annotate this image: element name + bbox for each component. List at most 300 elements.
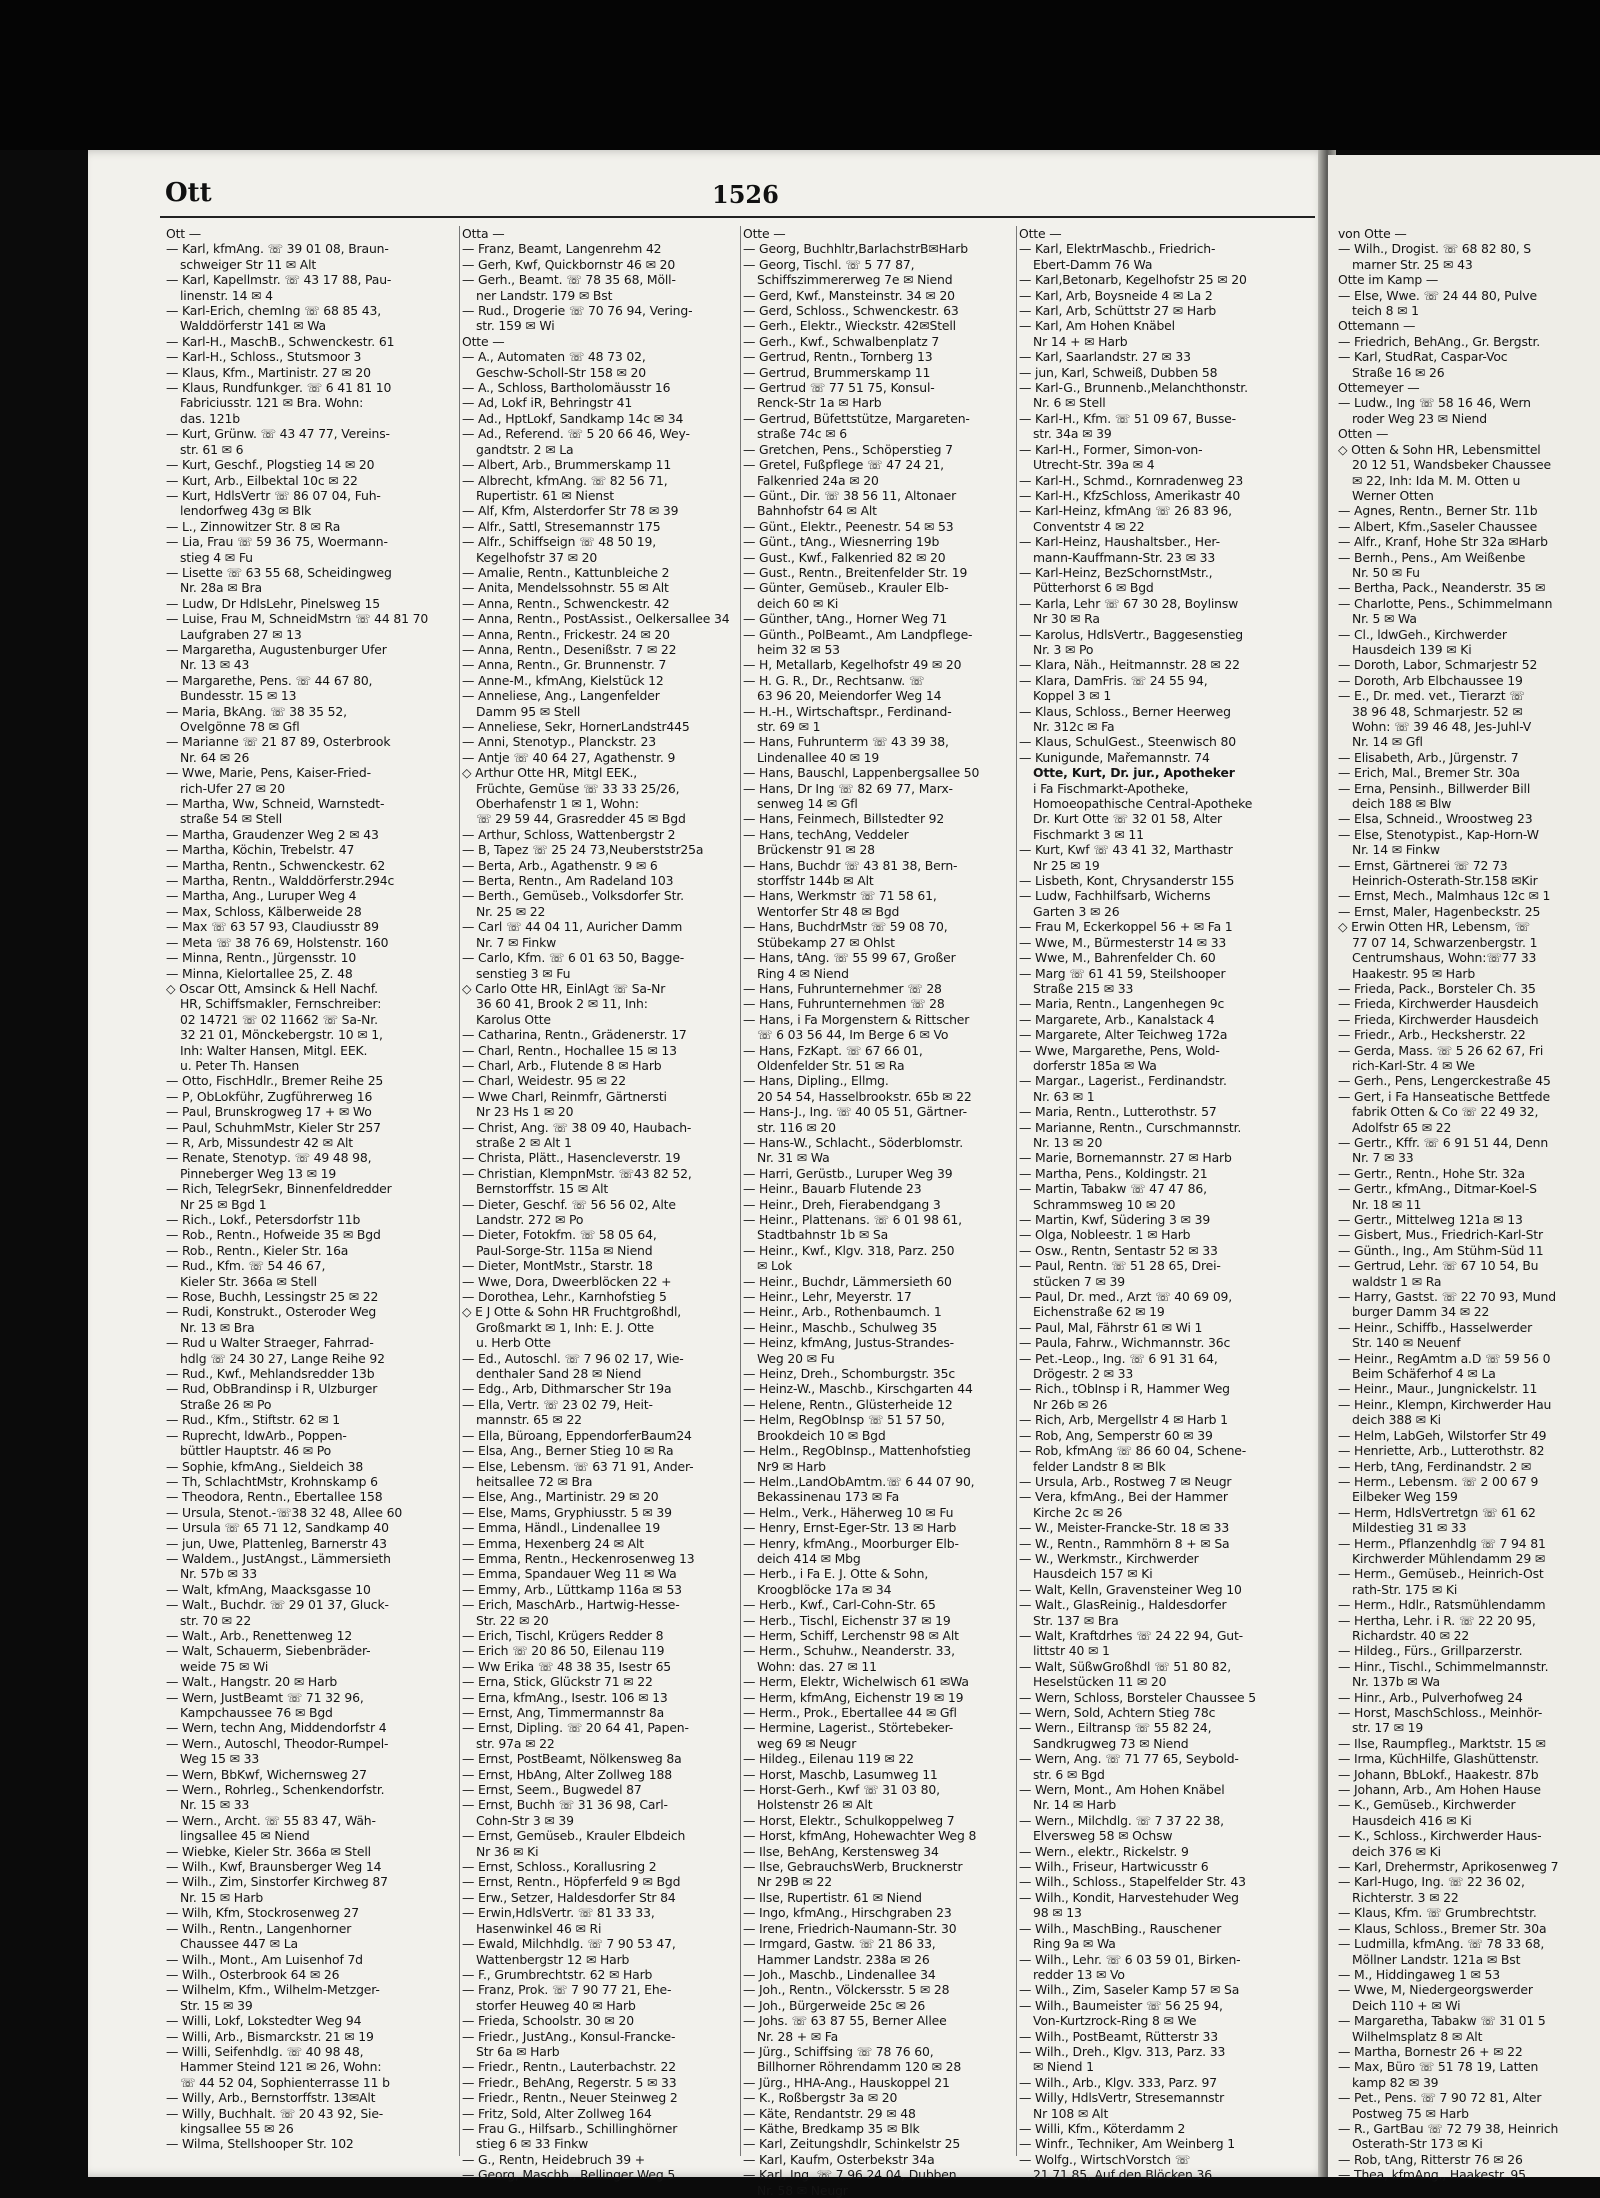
directory-line: — Christ, Ang. ☏ 38 09 40, Haubach- xyxy=(462,1119,692,1135)
directory-line: Nr 25 ✉ Bgd 1 xyxy=(180,1196,267,1212)
directory-line: — Albert, Kfm.,Saseler Chaussee xyxy=(1338,518,1538,534)
directory-line: — Wern, Ang. ☏ 71 77 65, Seybold- xyxy=(1019,1751,1239,1767)
directory-line: — Wern, BbKwf, Wichernsweg 27 xyxy=(166,1766,367,1782)
directory-line: — Hans, Dipling., Ellmg. xyxy=(743,1073,889,1089)
directory-line: Conventstr 4 ✉ 22 xyxy=(1033,518,1145,534)
directory-line: — Erich ☏ 20 86 50, Eilenau 119 xyxy=(462,1643,665,1659)
directory-line: deich 188 ✉ Blw xyxy=(1352,796,1452,812)
directory-line: Ebert-Damm 76 Wa xyxy=(1033,256,1153,272)
directory-line: — Wern, Schloss, Borsteler Chaussee 5 xyxy=(1019,1689,1257,1705)
directory-line: — Hans, techAng, Veddeler xyxy=(743,826,909,842)
directory-line: — Karl-H., MaschB., Schwenckestr. 61 xyxy=(166,333,395,349)
directory-line: — Ernst, Dipling. ☏ 20 64 41, Papen- xyxy=(462,1720,689,1736)
directory-line: — Heinr., Kwf., Klgv. 318, Parz. 250 xyxy=(743,1242,955,1258)
directory-line: — Theodora, Rentn., Ebertallee 158 xyxy=(166,1489,383,1505)
directory-line: deich 388 ✉ Ki xyxy=(1352,1412,1441,1428)
directory-line: ✉ Niend 1 xyxy=(1033,2059,1094,2075)
directory-line: Kirche 2c ✉ 26 xyxy=(1033,1504,1123,1520)
directory-line: — R., GartBau ☏ 72 79 38, Heinrich xyxy=(1338,2120,1559,2136)
directory-line: Richterstr. 3 ✉ 22 xyxy=(1352,1889,1459,1905)
directory-line: — Paul, Rentn. ☏ 51 28 65, Drei- xyxy=(1019,1258,1221,1274)
directory-line: — Wern, JustBeamt ☏ 71 32 96, xyxy=(166,1689,364,1705)
directory-line: — Ww Erika ☏ 48 38 35, Isestr 65 xyxy=(462,1658,672,1674)
directory-line: deich 414 ✉ Mbg xyxy=(757,1550,861,1566)
directory-line: — Waldem., JustAngst., Lämmersieth xyxy=(166,1550,391,1566)
directory-line: — Karl-G., Brunnenb.,Melanchthonstr. xyxy=(1019,380,1248,396)
directory-line: — Renate, Stenotyp. ☏ 49 48 98, xyxy=(166,1150,372,1166)
directory-line: stieg 6 ✉ 33 Finkw xyxy=(476,2136,589,2152)
directory-line: Nr. 7 ✉ Finkw xyxy=(476,934,557,950)
directory-line: Heinrich-Osterath-Str.158 ✉Kir xyxy=(1352,873,1538,889)
directory-line: — Wern., Rohrleg., Schenkendorfstr. xyxy=(166,1782,385,1798)
directory-line: — Wilh., PostBeamt, Rütterstr 33 xyxy=(1019,2028,1218,2044)
directory-line: — Margaretha, Tabakw ☏ 31 01 5 xyxy=(1338,2013,1546,2029)
directory-line: Str. 140 ✉ Neuenf xyxy=(1352,1335,1461,1351)
directory-line: weide 75 ✉ Wi xyxy=(180,1658,269,1674)
directory-line: 02 14721 ☏ 02 11662 ☏ Sa-Nr. xyxy=(180,1011,378,1027)
directory-line: lendorfweg 43g ✉ Blk xyxy=(180,503,312,519)
directory-line: — Gertrud, Brummerskamp 11 xyxy=(743,364,931,380)
directory-line: Wentorfer Str 48 ✉ Bgd xyxy=(757,903,900,919)
directory-line: das. 121b xyxy=(180,410,240,426)
directory-line: — Elisabeth, Arb., Jürgenstr. 7 xyxy=(1338,749,1519,765)
directory-line: Otta — xyxy=(462,226,505,241)
directory-line: — Lisette ☏ 63 55 68, Scheidingweg xyxy=(166,564,392,580)
directory-line: — Hans, Fuhrunternehmer ☏ 28 xyxy=(743,980,942,996)
directory-line: Otte, Kurt, Dr. jur., Apotheker xyxy=(1033,765,1235,781)
directory-line: — Friedr., Rentn., Lauterbachstr. 22 xyxy=(462,2059,676,2075)
directory-line: Kegelhofstr 37 ✉ 20 xyxy=(476,549,598,565)
directory-line: Eichenstraße 62 ✉ 19 xyxy=(1033,1304,1165,1320)
directory-line: — Hans, Dr Ing ☏ 82 69 77, Marx- xyxy=(743,780,953,796)
directory-line: — Käthe, Bredkamp 35 ✉ Blk xyxy=(743,2120,920,2136)
directory-line: — Th, SchlachtMstr, Krohnskamp 6 xyxy=(166,1473,378,1489)
directory-line: — Pet.-Leop., Ing. ☏ 6 91 31 64, xyxy=(1019,1350,1218,1366)
directory-line: — Heinz, kfmAng, Justus-Strandes- xyxy=(743,1335,954,1351)
directory-line: — Else, Lebensm. ☏ 63 71 91, Ander- xyxy=(462,1458,694,1474)
directory-line: — Walt, SüßwGroßhdl ☏ 51 80 82, xyxy=(1019,1658,1232,1674)
directory-line: — Heinr., Lehr, Meyerstr. 17 xyxy=(743,1289,912,1305)
directory-line: — Erna, Pensinh., Billwerder Bill xyxy=(1338,780,1531,796)
directory-line: Nr 25 ✉ 19 xyxy=(1033,857,1100,873)
directory-line: 38 96 48, Schmarjestr. 52 ✉ xyxy=(1352,703,1523,719)
directory-line: u. Peter Th. Hansen xyxy=(180,1057,300,1073)
directory-line: — Martha, Pens., Koldingstr. 21 xyxy=(1019,1165,1208,1181)
directory-line: — Heinr., Buchdr, Lämmersieth 60 xyxy=(743,1273,952,1289)
directory-line: — Wern., Milchdlg. ☏ 7 37 22 38, xyxy=(1019,1812,1224,1828)
directory-line: — Karl, Kaufm, Osterbekstr 34a xyxy=(743,2151,935,2167)
directory-line: — Gerda, Mass. ☏ 5 26 62 67, Fri xyxy=(1338,1042,1544,1058)
directory-line: — Karolus, HdlsVertr., Baggesenstieg xyxy=(1019,626,1244,642)
directory-line: — Klaus, Kfm. ☏ Grumbrechtstr. xyxy=(1338,1905,1537,1921)
directory-line: Nr9 ✉ Harb xyxy=(757,1458,826,1474)
directory-line: Nr 14 + ✉ Harb xyxy=(1033,333,1128,349)
directory-line: — F., Grumbrechtstr. 62 ✉ Harb xyxy=(462,1966,653,1982)
directory-line: — Paul, Dr. med., Arzt ☏ 40 69 09, xyxy=(1019,1289,1233,1305)
directory-line: — Wern, Mont., Am Hohen Knäbel xyxy=(1019,1782,1225,1798)
directory-line: littstr 40 ✉ 1 xyxy=(1033,1643,1110,1659)
directory-line: fabrik Otten & Co ☏ 22 49 32, xyxy=(1352,1104,1539,1120)
directory-line: Laufgraben 27 ✉ 13 xyxy=(180,626,302,642)
directory-line: Eilbeker Weg 159 xyxy=(1352,1489,1458,1505)
directory-line: Nr. 7 ✉ 33 xyxy=(1352,1150,1414,1166)
directory-line: — Gertr., kfmAng., Ditmar-Koel-S xyxy=(1338,1181,1537,1197)
directory-line: — Ruprecht, ldwArb., Poppen- xyxy=(166,1427,347,1443)
directory-line: — Walt, Kelln, Gravensteiner Weg 10 xyxy=(1019,1581,1242,1597)
directory-line: str. 6 ✉ Bgd xyxy=(1033,1766,1105,1782)
directory-line: Nr. 13 ✉ 43 xyxy=(180,657,250,673)
directory-line: Oldenfelder Str. 51 ✉ Ra xyxy=(757,1057,905,1073)
directory-line: — Albrecht, kfmAng. ☏ 82 56 71, xyxy=(462,472,668,488)
directory-line: ◇ Oscar Ott, Amsinck & Hell Nachf. xyxy=(166,980,378,996)
directory-line: — Dieter, Geschf. ☏ 56 56 02, Alte xyxy=(462,1196,676,1212)
directory-line: Kampchaussee 76 ✉ Bgd xyxy=(180,1705,333,1720)
directory-line: — Friedrich, BehAng., Gr. Bergstr. xyxy=(1338,333,1541,349)
directory-line: senstieg 3 ✉ Fu xyxy=(476,965,571,981)
directory-line: — Frau G., Hilfsarb., Schillinghörner xyxy=(462,2120,678,2136)
directory-line: str. 159 ✉ Wi xyxy=(476,318,555,334)
directory-line: Nr. 50 ✉ Fu xyxy=(1352,564,1420,580)
directory-line: — Ewald, Milchhdlg. ☏ 7 90 53 47, xyxy=(462,1936,676,1952)
directory-line: Ovelgönne 78 ✉ Gfl xyxy=(180,719,300,734)
directory-line: — Henry, Ernst-Eger-Str. 13 ✉ Harb xyxy=(743,1520,957,1536)
column-divider xyxy=(459,226,460,2156)
directory-line: — Wilh., Mont., Am Luisenhof 7d xyxy=(166,1951,363,1967)
directory-line: — Ernst, Gärtnerei ☏ 72 73 xyxy=(1338,857,1508,873)
directory-line: — Karl-Heinz, Haushaltsber., Her- xyxy=(1019,534,1220,550)
directory-line: — Pet., Pens. ☏ 7 90 72 81, Alter xyxy=(1338,2090,1542,2106)
directory-line: — Wern., Autoschl, Theodor-Rumpel- xyxy=(166,1735,389,1751)
directory-line: Wilhelmsplatz 8 ✉ Alt xyxy=(1352,2028,1483,2044)
directory-line: — Gerh., Elektr., Wieckstr. 42✉Stell xyxy=(743,318,956,334)
directory-line: Bernstorffstr. 15 ✉ Alt xyxy=(476,1181,609,1197)
directory-line: straße 74c ✉ 6 xyxy=(757,426,847,442)
header-rule xyxy=(160,216,1315,218)
directory-line: — A., Schloss, Bartholomäusstr 16 xyxy=(462,380,671,396)
directory-line: — Karl-Hugo, Ing. ☏ 22 36 02, xyxy=(1338,1874,1525,1890)
directory-line: — Max, Büro ☏ 51 78 19, Latten xyxy=(1338,2059,1539,2075)
directory-line: — Henry, kfmAng., Moorburger Elb- xyxy=(743,1535,959,1551)
directory-line: — Ludw, Dr HdlsLehr, Pinelsweg 15 xyxy=(166,595,380,611)
directory-line: hdlg ☏ 24 30 27, Lange Reihe 92 xyxy=(180,1350,385,1366)
directory-line: — Günth., PolBeamt., Am Landpflege- xyxy=(743,626,973,642)
directory-line: Nr. 312c ✉ Fa xyxy=(1033,719,1115,734)
directory-line: — Rud u Walter Straeger, Fahrrad- xyxy=(166,1335,374,1351)
directory-line: ✉ Lok xyxy=(757,1258,793,1274)
directory-line: denthaler Sand 28 ✉ Niend xyxy=(476,1366,642,1382)
directory-line: — Rich, Arb, Mergellstr 4 ✉ Harb 1 xyxy=(1019,1412,1228,1428)
directory-line: — Walt., Arb., Renettenweg 12 xyxy=(166,1627,353,1643)
directory-line: — Wilh, Kfm, Stockrosenweg 27 xyxy=(166,1905,359,1921)
directory-line: Nr. 28a ✉ Bra xyxy=(180,580,262,596)
directory-line: — Georg, Maschb., Rellinger Weg 5 xyxy=(462,2167,676,2183)
directory-line: Nr. 31 ✉ Wa xyxy=(757,1150,830,1166)
directory-line: Nr. 25 ✉ 22 xyxy=(476,903,546,919)
directory-line: — W., Werkmstr., Kirchwerder xyxy=(1019,1550,1199,1566)
directory-line: — Lia, Frau ☏ 59 36 75, Woermann- xyxy=(166,534,388,550)
directory-line: — Karl, Arb, Boysneide 4 ✉ La 2 xyxy=(1019,287,1213,303)
directory-line: Nr 26b ✉ 26 xyxy=(1033,1396,1108,1412)
directory-line: — Rich., tObInsp i R, Hammer Weg xyxy=(1019,1381,1230,1397)
directory-line: Nr 108 ✉ Alt xyxy=(1033,2105,1109,2121)
directory-line: Str. 15 ✉ 39 xyxy=(180,1997,253,2013)
directory-line: — Winfr., Techniker, Am Weinberg 1 xyxy=(1019,2136,1235,2152)
directory-line: Möllner Landstr. 121a ✉ Bst xyxy=(1352,1951,1521,1967)
directory-line: — Helm, RegObInsp ☏ 51 57 50, xyxy=(743,1412,945,1428)
directory-line: — Willi, Lokf, Lokstedter Weg 94 xyxy=(166,2013,362,2029)
directory-line: ◇ Carlo Otte HR, EinlAgt ☏ Sa-Nr xyxy=(462,980,666,996)
directory-line: — Gerd, Schloss., Schwenckestr. 63 xyxy=(743,303,959,319)
directory-line: Osterath-Str 173 ✉ Ki xyxy=(1352,2136,1483,2152)
directory-line: — Kurt, Arb., Eilbektal 10c ✉ 22 xyxy=(166,472,358,488)
directory-line: Utrecht-Str. 39a ✉ 4 xyxy=(1033,457,1155,473)
directory-line: ◇ Otten & Sohn HR, Lebensmittel xyxy=(1338,441,1541,457)
directory-line: — Gert, i Fa Hanseatische Bettfede xyxy=(1338,1088,1550,1104)
directory-line: — Martha, Ww, Schneid, Warnstedt- xyxy=(166,796,385,812)
directory-line: — Herm., Prok., Ebertallee 44 ✉ Gfl xyxy=(743,1705,957,1720)
directory-line: — Karl, ElektrMaschb., Friedrich- xyxy=(1019,241,1216,257)
directory-line: — Frieda, Schoolstr. 30 ✉ 20 xyxy=(462,2013,634,2029)
directory-line: — Joh., Maschb., Lindenallee 34 xyxy=(743,1966,936,1982)
directory-line: — Heinr., Bauarb Flutende 23 xyxy=(743,1181,922,1197)
directory-line: — Arthur, Schloss, Wattenbergstr 2 xyxy=(462,826,676,842)
directory-line: — Günth., Ing., Am Stühm-Süd 11 xyxy=(1338,1242,1544,1258)
directory-line: — Heinr., Maur., Jungnickelstr. 11 xyxy=(1338,1381,1538,1397)
directory-line: — Bertha, Pack., Neanderstr. 35 ✉ xyxy=(1338,580,1546,596)
directory-line: Otte — xyxy=(462,333,505,349)
directory-line: Nr 29B ✉ 22 xyxy=(757,1874,832,1890)
directory-line: — Kurt, Geschf., Plogstieg 14 ✉ 20 xyxy=(166,457,375,473)
directory-line: waldstr 1 ✉ Ra xyxy=(1352,1273,1442,1289)
directory-line: — Georg, Tischl. ☏ 5 77 87, xyxy=(743,256,915,272)
directory-line: — Gisbert, Mus., Friedrich-Karl-Str xyxy=(1338,1227,1543,1243)
directory-line: Schiffszimmererweg 7e ✉ Niend xyxy=(757,272,953,288)
directory-line: — Hans, tAng. ☏ 55 99 67, Großer xyxy=(743,950,956,966)
directory-line: — Franz, Prok. ☏ 7 90 77 21, Ehe- xyxy=(462,1982,672,1998)
directory-line: mannstr. 65 ✉ 22 xyxy=(476,1412,582,1428)
directory-line: Str 6a ✉ Harb xyxy=(476,2043,560,2059)
directory-line: Hammer Landstr. 238a ✉ 26 xyxy=(757,1951,930,1967)
directory-line: — Joh., Rentn., Völckersstr. 5 ✉ 28 xyxy=(743,1982,950,1998)
directory-line: — Friedr., Rentn., Neuer Steinweg 2 xyxy=(462,2090,678,2106)
directory-line: — Ernst, Maler, Hagenbeckstr. 25 xyxy=(1338,903,1541,919)
directory-line: Karolus Otte xyxy=(476,1011,551,1027)
directory-line: — Harry, Gastst. ☏ 22 70 93, Mund xyxy=(1338,1289,1556,1305)
directory-line: Nr. 15 ✉ 33 xyxy=(180,1797,250,1813)
directory-line: — Joh., Bürgerweide 25c ✉ 26 xyxy=(743,1997,926,2013)
directory-line: — Jürg., Schiffsing ☏ 78 76 60, xyxy=(743,2043,934,2059)
directory-line: Bundesstr. 15 ✉ 13 xyxy=(180,688,297,704)
directory-line: — Horst-Gerh., Kwf ☏ 31 03 80, xyxy=(743,1782,940,1798)
directory-line: Otte — xyxy=(743,226,786,241)
directory-line: — Ursula ☏ 65 71 12, Sandkamp 40 xyxy=(166,1520,389,1536)
directory-line: Haakestr. 95 ✉ Harb xyxy=(1352,965,1476,981)
directory-line: — Anna, Rentn., Frickestr. 24 ✉ 20 xyxy=(462,626,670,642)
directory-line: — Erna, Stick, Glückstr 71 ✉ 22 xyxy=(462,1674,653,1690)
directory-line: — Hans, FzKapt. ☏ 67 66 01, xyxy=(743,1042,923,1058)
directory-line: — Wwe, Margarethe, Pens, Wold- xyxy=(1019,1042,1220,1058)
directory-line: — Karl, Am Hohen Knäbel xyxy=(1019,318,1175,334)
directory-line: Adolfstr 65 ✉ 22 xyxy=(1352,1119,1452,1135)
directory-line: Nr. 58 ✉ Neugr xyxy=(757,2182,848,2198)
directory-line: — Irene, Friedrich-Naumann-Str. 30 xyxy=(743,1920,957,1936)
directory-line: — Willi, Seifenhdlg. ☏ 40 98 48, xyxy=(166,2043,364,2059)
directory-line: marner Str. 25 ✉ 43 xyxy=(1352,256,1473,272)
directory-line: — Ernst, PostBeamt, Nölkensweg 8a xyxy=(462,1751,682,1767)
directory-line: — Wolfg., WirtschVorstch ☏ xyxy=(1019,2151,1191,2167)
directory-line: — Emma, Spandauer Weg 11 ✉ Wa xyxy=(462,1566,677,1582)
directory-line: — Helm.,LandObAmtm.☏ 6 44 07 90, xyxy=(743,1473,975,1489)
directory-line: — Wilh., Baumeister ☏ 56 25 94, xyxy=(1019,1997,1223,2013)
directory-line: 36 60 41, Brook 2 ✉ 11, Inh: xyxy=(476,996,648,1012)
directory-line: Straße 16 ✉ 26 xyxy=(1352,364,1445,380)
directory-line: — Marg ☏ 61 41 59, Steilshooper xyxy=(1019,965,1226,981)
directory-line: — H. G. R., Dr., Rechtsanw. ☏ xyxy=(743,672,925,688)
directory-line: Falkenried 24a ✉ 20 xyxy=(757,472,879,488)
directory-line: Inh: Walter Hansen, Mitgl. EEK. xyxy=(180,1042,368,1058)
directory-line: — Ernst, Schloss., Korallusring 2 xyxy=(462,1859,657,1875)
directory-line: — Hertha, Lehr. i R. ☏ 22 20 95, xyxy=(1338,1612,1536,1628)
directory-line: — Wilh., Lehr. ☏ 6 03 59 01, Birken- xyxy=(1019,1951,1241,1967)
directory-line: — Anne-M., kfmAng, Kielstück 12 xyxy=(462,672,664,688)
directory-line: Renck-Str 1a ✉ Harb xyxy=(757,395,882,411)
directory-line: str. 70 ✉ 22 xyxy=(180,1612,252,1628)
directory-line: — Ludw., Ing ☏ 58 16 46, Wern xyxy=(1338,395,1531,411)
directory-line: Pinneberger Weg 13 ✉ 19 xyxy=(180,1165,337,1181)
directory-line: — Günther, tAng., Horner Weg 71 xyxy=(743,611,948,627)
directory-line: Paul-Sorge-Str. 115a ✉ Niend xyxy=(476,1242,653,1258)
directory-line: — Rob, tAng, Ritterstr 76 ✉ 26 xyxy=(1338,2151,1523,2167)
directory-line: — Herm., Pflanzenhdlg ☏ 7 94 81 xyxy=(1338,1535,1546,1551)
directory-line: — Ursula, Stenot.-☏38 32 48, Allee 60 xyxy=(166,1504,403,1520)
directory-line: Von-Kurtzrock-Ring 8 ✉ We xyxy=(1033,2013,1197,2029)
directory-line: — Klara, DamFris. ☏ 24 55 94, xyxy=(1019,672,1208,688)
directory-line: ◇ E J Otte & Sohn HR Fruchtgroßhdl, xyxy=(462,1304,682,1320)
directory-line: Homoeopathische Central-Apotheke xyxy=(1033,796,1253,812)
directory-line: Bekassinenau 173 ✉ Fa xyxy=(757,1489,900,1505)
directory-line: — Karl-H., Schmd., Kornradenweg 23 xyxy=(1019,472,1244,488)
directory-line: — Gust., Kwf., Falkenried 82 ✉ 20 xyxy=(743,549,946,565)
directory-line: — Christian, KlempnMstr. ☏43 82 52, xyxy=(462,1165,692,1181)
directory-line: — Alfr., Schiffseign ☏ 48 50 19, xyxy=(462,534,657,550)
directory-line: Otten — xyxy=(1338,426,1389,442)
directory-line: — Wilh., Osterbrook 64 ✉ 26 xyxy=(166,1966,340,1982)
directory-line: — Minna, Rentn., Jürgensstr. 10 xyxy=(166,950,357,966)
directory-line: kamp 82 ✉ 39 xyxy=(1352,2074,1439,2090)
directory-line: — Emma, Rentn., Heckenrosenweg 13 xyxy=(462,1550,695,1566)
directory-line: — Ursula, Arb., Rostweg 7 ✉ Neugr xyxy=(1019,1473,1232,1489)
directory-line: — Martha, Ang., Luruper Weg 4 xyxy=(166,888,357,904)
directory-line: — Wilh., Arb., Klgv. 333, Parz. 97 xyxy=(1019,2074,1217,2090)
directory-line: — Herm, Schiff, Lerchenstr 98 ✉ Alt xyxy=(743,1627,959,1643)
directory-line: — Herb., i Fa E. J. Otte & Sohn, xyxy=(743,1566,929,1582)
directory-line: — Harri, Gerüstb., Luruper Weg 39 xyxy=(743,1165,953,1181)
directory-line: — Gertrud, Rentn., Tornberg 13 xyxy=(743,349,933,365)
directory-line: — Paul, SchuhmMstr, Kieler Str 257 xyxy=(166,1119,381,1135)
directory-line: — Friedr., BehAng, Regerstr. 5 ✉ 33 xyxy=(462,2074,677,2090)
directory-line: Früchte, Gemüse ☏ 33 33 25/26, xyxy=(476,780,680,796)
directory-line: — Alf, Kfm, Alsterdorfer Str 78 ✉ 39 xyxy=(462,503,679,519)
directory-line: — Franz, Beamt, Langenrehm 42 xyxy=(462,241,662,257)
directory-line: — Ad., Referend. ☏ 5 20 66 46, Wey- xyxy=(462,426,690,442)
directory-line: — Herm., Gemüseb., Heinrich-Ost xyxy=(1338,1566,1544,1582)
directory-line: Bahnhofstr 64 ✉ Alt xyxy=(757,503,877,519)
directory-line: — Willi, Arb., Bismarckstr. 21 ✉ 19 xyxy=(166,2028,374,2044)
directory-line: Ring 4 ✉ Niend xyxy=(757,965,849,981)
directory-line: Straße 26 ✉ Po xyxy=(180,1396,272,1412)
directory-line: — Margaretha, Augustenburger Ufer xyxy=(166,641,387,657)
directory-line: — Charl, Rentn., Hochallee 15 ✉ 13 xyxy=(462,1042,677,1058)
directory-line: — Margarete, Arb., Kanalstack 4 xyxy=(1019,1011,1215,1027)
directory-line: str. 34a ✉ 39 xyxy=(1033,426,1112,442)
directory-line: Chaussee 447 ✉ La xyxy=(180,1936,298,1952)
directory-line: — Martha, Graudenzer Weg 2 ✉ 43 xyxy=(166,826,379,842)
directory-line: — Thea, kfmAng., Haakestr. 95 xyxy=(1338,2167,1526,2183)
directory-line: — Gerh., Kwf., Schwalbenplatz 7 xyxy=(743,333,940,349)
directory-line: — Wern., elektr., Rickelstr. 9 xyxy=(1019,1843,1189,1859)
directory-line: Nr 23 Hs 1 ✉ 20 xyxy=(476,1104,574,1120)
directory-line: — Herm, kfmAng, Eichenstr 19 ✉ 19 xyxy=(743,1689,964,1705)
directory-line: — Heinr., Maschb., Schulweg 35 xyxy=(743,1319,938,1335)
directory-line: — Heinr., Plattenans. ☏ 6 01 98 61, xyxy=(743,1212,962,1227)
column-5-facing-page xyxy=(1338,226,1600,2183)
directory-line: — Martha, Rentn., Walddörferstr.294c xyxy=(166,873,395,889)
directory-line: — Hinr., Tischl., Schimmelmannstr. xyxy=(1338,1658,1549,1674)
directory-line: — Erna, kfmAng., Isestr. 106 ✉ 13 xyxy=(462,1689,668,1705)
directory-line: Nr. 18 ✉ 11 xyxy=(1352,1196,1422,1212)
directory-line: Billhorner Röhrendamm 120 ✉ 28 xyxy=(757,2059,962,2075)
directory-line: — G., Rentn, Heidebruch 39 + xyxy=(462,2151,646,2167)
column-3 xyxy=(743,226,1013,2198)
directory-line: — Günter, Gemüseb., Krauler Elb- xyxy=(743,580,949,596)
directory-line: — Karl, Arb, Schüttstr 27 ✉ Harb xyxy=(1019,303,1217,319)
directory-line: Nr. 13 ✉ Bra xyxy=(180,1319,255,1335)
directory-line: — Jürg., HHA-Ang., Hauskoppel 21 xyxy=(743,2074,950,2090)
directory-line: Hausdeich 157 ✉ Ki xyxy=(1033,1566,1153,1582)
directory-line: — Karl-H., Former, Simon-von- xyxy=(1019,441,1203,457)
directory-line: Str. 137 ✉ Bra xyxy=(1033,1612,1119,1628)
directory-line: Elversweg 58 ✉ Ochsw xyxy=(1033,1828,1173,1844)
directory-line: — Karl, Kapellmstr. ☏ 43 17 88, Pau- xyxy=(166,272,392,288)
directory-line: Richardstr. 40 ✉ 22 xyxy=(1352,1627,1470,1643)
directory-line: — Walt, Schauerm, Siebenbräder- xyxy=(166,1643,371,1659)
directory-line: — Anna, Rentn., Desenißstr. 7 ✉ 22 xyxy=(462,641,677,657)
directory-line: — Erw., Setzer, Haldesdorfer Str 84 xyxy=(462,1889,676,1905)
directory-line: — jun, Uwe, Plattenleg, Barnerstr 43 xyxy=(166,1535,387,1551)
directory-line: — Karl-H., Schloss., Stutsmoor 3 xyxy=(166,349,362,365)
directory-line: — Ernst, Gemüseb., Krauler Elbdeich xyxy=(462,1828,686,1844)
directory-line: — Ingo, kfmAng., Hirschgraben 23 xyxy=(743,1905,952,1921)
directory-line: Weg 15 ✉ 33 xyxy=(180,1751,260,1767)
directory-line: — Ernst, Seem., Bugwedel 87 xyxy=(462,1782,642,1798)
directory-line: Otte im Kamp — xyxy=(1338,272,1439,288)
directory-line: — Kurt, Grünw. ☏ 43 47 77, Vereins- xyxy=(166,426,390,442)
directory-line: — Charl, Arb., Flutende 8 ✉ Harb xyxy=(462,1057,662,1073)
directory-line: — Martha, Bornestr 26 + ✉ 22 xyxy=(1338,2043,1523,2059)
directory-line: Rupertistr. 61 ✉ Nienst xyxy=(476,487,615,503)
directory-line: — Paul, Mal, Fährstr 61 ✉ Wi 1 xyxy=(1019,1319,1203,1335)
column-4 xyxy=(1019,226,1315,2183)
directory-line: — Karl,Betonarb, Kegelhofstr 25 ✉ 20 xyxy=(1019,272,1247,288)
directory-line: — Bernh., Pens., Am Weißenbe xyxy=(1338,549,1526,565)
directory-line: — Frieda, Pack., Borsteler Ch. 35 xyxy=(1338,980,1536,996)
directory-line: 20 54 54, Hasselbrookstr. 65b ✉ 22 xyxy=(757,1088,972,1104)
directory-line: — Ad, Lokf iR, Behringstr 41 xyxy=(462,395,633,411)
directory-line: — Hans, BuchdrMstr ☏ 59 08 70, xyxy=(743,919,948,935)
directory-line: — Karl, StudRat, Caspar-Voc xyxy=(1338,349,1508,365)
directory-line: Nr. 15 ✉ Harb xyxy=(180,1889,264,1905)
directory-line: — Heinz, Dreh., Schomburgstr. 35c xyxy=(743,1366,956,1382)
